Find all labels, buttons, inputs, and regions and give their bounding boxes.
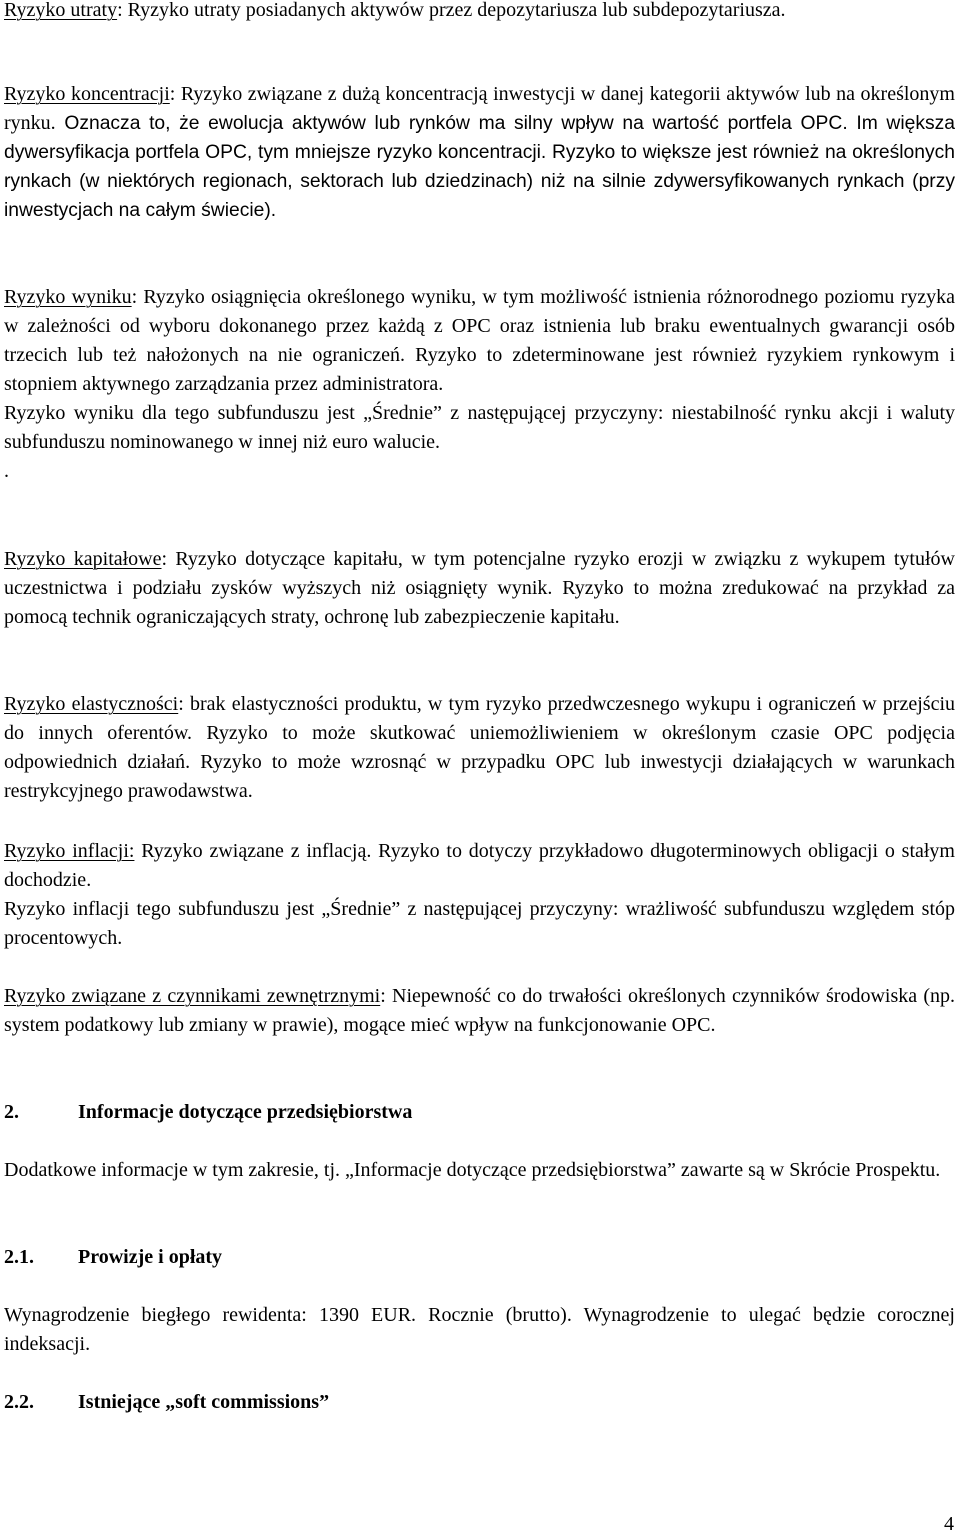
risk-result-definition: : Ryzyko osiągnięcia określonego wyniku, w tym możliwość istnienia różnorodnego poziomu ryzyka w zależności od wyboru dokonanego przez każdą z OPC oraz istnienia lub braku ewentualnych gwarancji osób trzecich lub też nałożonych na nie ograniczeń. Ryzyko to zdeterminowane jest również ryzykiem rynkowym i stopniem aktywnego zarządzania przez administratora. bbox=[4, 286, 955, 395]
section-2-1-title: Prowizje i opłaty bbox=[78, 1246, 223, 1268]
risk-flexibility-paragraph bbox=[4, 690, 955, 806]
risk-concentration-term: Ryzyko koncentracji bbox=[4, 83, 170, 105]
section-2-1-text bbox=[4, 1301, 955, 1359]
section-2-title: Informacje dotyczące przedsiębiorstwa bbox=[78, 1101, 413, 1123]
section-2-2-number: 2.2. bbox=[4, 1391, 34, 1413]
section-2-2-heading bbox=[4, 1388, 955, 1417]
section-2-heading bbox=[4, 1098, 955, 1127]
risk-external-paragraph bbox=[4, 982, 955, 1040]
risk-concentration-definition-b: Oznacza to, że ewolucja aktywów lub rynków ma silny wpływ na wartość portfela OPC. Im większa dywersyfikacja portfela OPC, tym mniejsze ryzyko koncentracji. Ryzyko to większe jest również na określonych rynkach (w niektórych regionach, sektorach lub dziedzinach) niż na silnie zdywersyfikowanych rynkach (przy inwestycjach na całym świecie). bbox=[4, 113, 955, 221]
risk-inflation-definition: Ryzyko związane z inflacją. Ryzyko to dotyczy przykładowo długoterminowych obligacji o stałym dochodzie. bbox=[4, 840, 955, 891]
risk-concentration-definition-a: : Ryzyko związane z dużą koncentracją inwestycji w danej kategorii aktywów lub na określonym rynku. bbox=[4, 83, 955, 134]
section-2-1-number: 2.1. bbox=[4, 1246, 34, 1268]
risk-loss-paragraph bbox=[4, 0, 955, 25]
risk-external-term: Ryzyko związane z czynnikami zewnętrznymi bbox=[4, 985, 381, 1007]
risk-inflation-paragraph bbox=[4, 837, 955, 953]
risk-result-subfund: Ryzyko wyniku dla tego subfunduszu jest „Średnie” z następującej przyczyny: niestabilność rynku akcji i waluty subfunduszu nominowanego w innej niż euro walucie. bbox=[4, 402, 955, 453]
risk-inflation-term: Ryzyko inflacji: bbox=[4, 840, 135, 862]
risk-concentration-paragraph bbox=[4, 80, 955, 225]
section-2-number: 2. bbox=[4, 1101, 19, 1123]
risk-loss-term: Ryzyko utraty bbox=[4, 0, 118, 21]
risk-external-definition: : Niepewność co do trwałości określonych czynników środowiska (np. system podatkowy lub zmiany w prawie), mogące mieć wpływ na funkcjonowanie OPC. bbox=[4, 985, 955, 1036]
section-2-1-body: Wynagrodzenie biegłego rewidenta: 1390 EUR. Rocznie (brutto). Wynagrodzenie to ulegać będzie corocznej indeksacji. bbox=[4, 1304, 955, 1355]
risk-capital-paragraph bbox=[4, 545, 955, 632]
section-2-text bbox=[4, 1156, 955, 1185]
risk-inflation-subfund: Ryzyko inflacji tego subfunduszu jest „Średnie” z następującej przyczyny: wrażliwość subfunduszu względem stóp procentowych. bbox=[4, 898, 955, 949]
page-number: 4 bbox=[944, 1513, 954, 1535]
section-2-1-heading bbox=[4, 1243, 955, 1272]
risk-flexibility-term: Ryzyko elastyczności bbox=[4, 693, 179, 715]
risk-result-paragraph bbox=[4, 283, 955, 486]
stray-dot: . bbox=[4, 460, 9, 482]
risk-flexibility-definition: : brak elastyczności produktu, w tym ryzyko przedwczesnego wykupu i ograniczeń w przejściu do innych oferentów. Ryzyko to może skutkować uniemożliwieniem w określonym czasie OPC podjęcia odpowiednich działań. Ryzyko to może wzrosnąć w przypadku OPC lub inwestycji działających w warunkach restrykcyjnego prawodawstwa. bbox=[4, 693, 955, 802]
risk-capital-term: Ryzyko kapitałowe bbox=[4, 548, 162, 570]
section-2-2-title: Istniejące „soft commissions” bbox=[78, 1391, 330, 1413]
section-2-body: Dodatkowe informacje w tym zakresie, tj. „Informacje dotyczące przedsiębiorstwa” zawarte są w Skrócie Prospektu. bbox=[4, 1159, 941, 1181]
risk-result-term: Ryzyko wyniku bbox=[4, 286, 132, 308]
risk-capital-definition: : Ryzyko dotyczące kapitału, w tym potencjalne ryzyko erozji w związku z wykupem tytułów uczestnictwa i podziału zysków wyższych niż osiągnięty wynik. Ryzyko to można zredukować na przykład za pomocą technik ograniczających straty, ochronę lub zabezpieczenie kapitału. bbox=[4, 548, 955, 628]
risk-loss-definition: : Ryzyko utraty posiadanych aktywów przez depozytariusza lub subdepozytariusza. bbox=[117, 0, 786, 21]
